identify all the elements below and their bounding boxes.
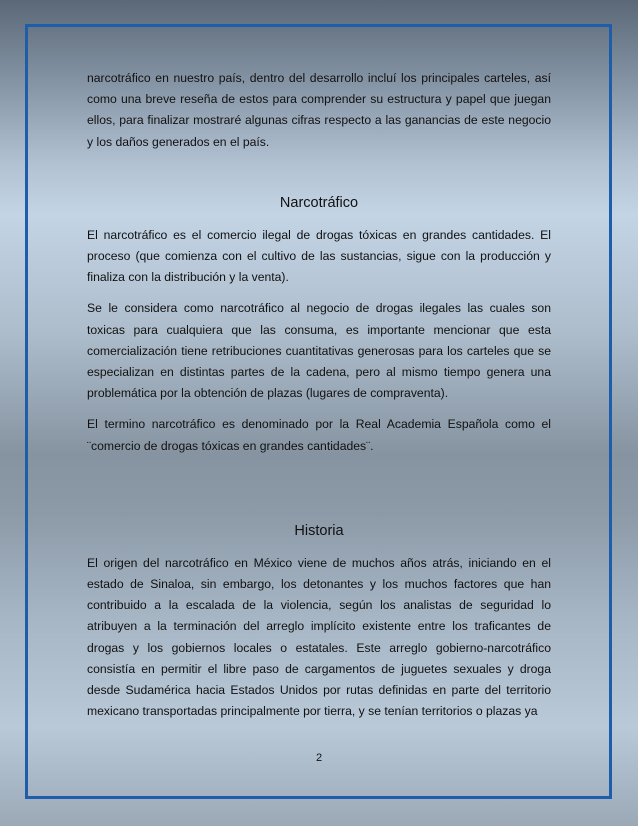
narco-paragraph-3: El termino narcotráfico es denominado por la Real Academia Española como el ¨comercio de drogas tóxicas en grandes cantidades¨.	[87, 417, 551, 453]
document-body	[87, 68, 551, 732]
intro-paragraph: narcotráfico en nuestro país, dentro del desarrollo incluí los principales carteles, así como una breve reseña de estos para comprender su estructura y papel que juegan ellos, para finalizar mostraré algunas cifras respecto a las ganancias de este negocio y los daños generados en el país.	[87, 71, 551, 149]
narco-paragraph-1: El narcotráfico es el comercio ilegal de drogas tóxicas en grandes cantidades. El proceso (que comienza con el cultivo de las sustancias, sigue con la producción y finaliza con la distribución y la venta).	[87, 227, 551, 285]
section-heading-narcotrafico: Narcotráfico	[279, 194, 359, 211]
historia-paragraph-1: El origen del narcotráfico en México viene de muchos años atrás, iniciando en el estado de Sinaloa, sin embargo, los detonantes y los muchos factores que han contribuido a la escalada de la violencia, según los analistas de seguridad lo atribuyen a la terminación del arreglo implícito existente entre los traficantes de drogas y los gobiernos locales o estatales. Este arreglo gobierno-narcotráfico consistía en permitir el libre paso de cargamentos de juguetes sexuales y droga desde Sudamérica hacia Estados Unidos por rutas definidas en parte del territorio mexicano transportadas principalmente por tierra, y se tenían territorios o plazas ya	[87, 555, 551, 719]
page-number: 2	[315, 752, 323, 764]
narco-paragraph-2: Se le considera como narcotráfico al negocio de drogas ilegales las cuales son toxicas para cualquiera que las consuma, es importante mencionar que esta comercialización tiene retribuciones cuantitativas generosas para los carteles que se especializan en distintas partes de la cadena, pero al mismo tiempo genera una problemática por la obtención de plazas (lugares de compraventa).	[87, 301, 551, 401]
section-heading-historia: Historia	[294, 522, 344, 539]
